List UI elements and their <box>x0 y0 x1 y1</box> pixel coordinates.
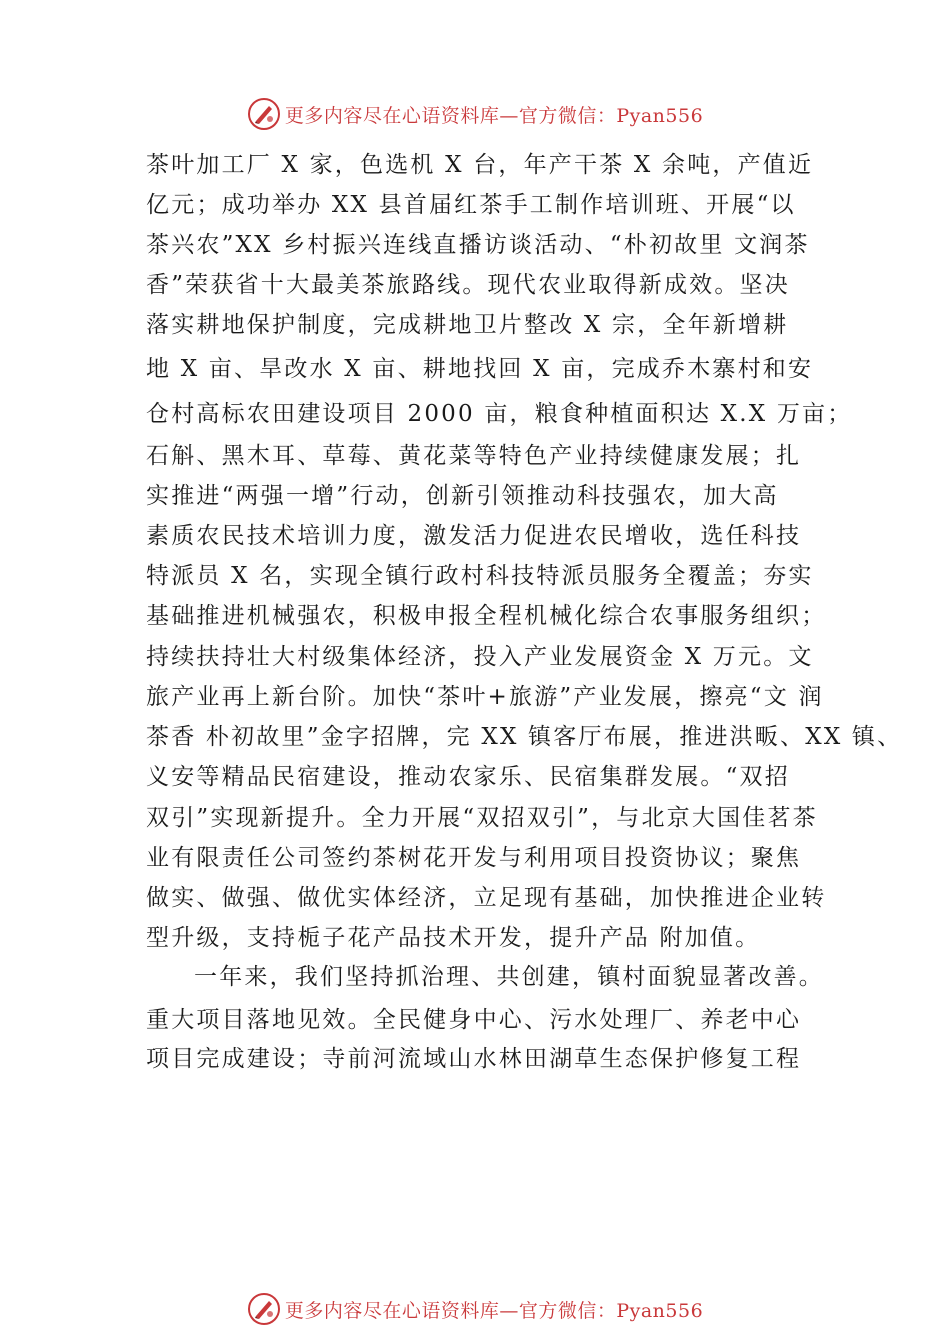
body-line: 业有限责任公司签约茶树花开发与利用项目投资协议；聚焦 <box>146 845 802 871</box>
body-line: 石斛、黑木耳、草莓、黄花菜等特色产业持续健康发展；扎 <box>146 443 802 469</box>
footer-banner-text: 更多内容尽在心语资料库—官方微信：Pyan556 <box>284 1299 704 1322</box>
header-banner <box>0 94 950 134</box>
body-line: 重大项目落地见效。全民健身中心、污水处理厂、养老中心 <box>146 1007 802 1033</box>
body-line: 仓村高标农田建设项目 2000 亩，粮食种植面积达 X.X 万亩； <box>146 401 853 427</box>
body-line: 义安等精品民宿建设，推动农家乐、民宿集群发展。“双招 <box>146 764 790 790</box>
body-line: 做实、做强、做优实体经济，立足现有基础，加快推进企业转 <box>146 885 827 911</box>
body-line: 香”荣获省十大最美茶旅路线。现代农业取得新成效。坚决 <box>146 272 790 298</box>
body-line: 地 X 亩、旱改水 X 亩、耕地找回 X 亩，完成乔木寨村和安 <box>146 356 814 382</box>
body-line: 基础推进机械强农，积极申报全程机械化综合农事服务组织； <box>146 603 827 629</box>
body-line: 实推进“两强一增”行动，创新引领推动科技强农，加大高 <box>146 483 779 509</box>
footer-banner <box>0 1289 950 1329</box>
body-line: 项目完成建设；寺前河流域山水林田湖草生态保护修复工程 <box>146 1046 802 1072</box>
writing-hand-logo-icon <box>247 1292 281 1326</box>
body-line: 茶香 朴初故里”金字招牌，完 XX 镇客厅布展，推进洪畈、XX 镇、 <box>146 724 903 750</box>
body-line: 亿元；成功举办 XX 县首届红茶手工制作培训班、开展“以 <box>146 192 796 218</box>
body-line: 素质农民技术培训力度，激发活力促进农民增收，选任科技 <box>146 523 802 549</box>
body-line: 持续扶持壮大村级集体经济，投入产业发展资金 X 万元。文 <box>146 644 814 670</box>
body-line: 双引”实现新提升。全力开展“双招双引”，与北京大国佳茗茶 <box>146 805 818 831</box>
writing-hand-logo-icon <box>247 97 281 131</box>
body-line: 落实耕地保护制度，完成耕地卫片整改 X 宗，全年新增耕 <box>146 312 789 338</box>
body-line: 旅产业再上新台阶。加快“茶叶+旅游”产业发展，擦亮“文 润 <box>146 684 824 710</box>
body-line: 茶兴农”XX 乡村振兴连线直播访谈活动、“朴初故里 文润茶 <box>146 232 810 258</box>
body-line: 茶叶加工厂 X 家，色选机 X 台，年产干茶 X 余吨，产值近 <box>146 152 814 178</box>
body-line-indented: 一年来，我们坚持抓治理、共创建，镇村面貌显著改善。 <box>194 964 824 990</box>
header-banner-text: 更多内容尽在心语资料库—官方微信：Pyan556 <box>284 104 704 127</box>
body-line: 型升级，支持栀子花产品技术开发，提升产品 附加值。 <box>146 925 761 951</box>
body-line: 特派员 X 名，实现全镇行政村科技特派员服务全覆盖；夯实 <box>146 563 814 589</box>
